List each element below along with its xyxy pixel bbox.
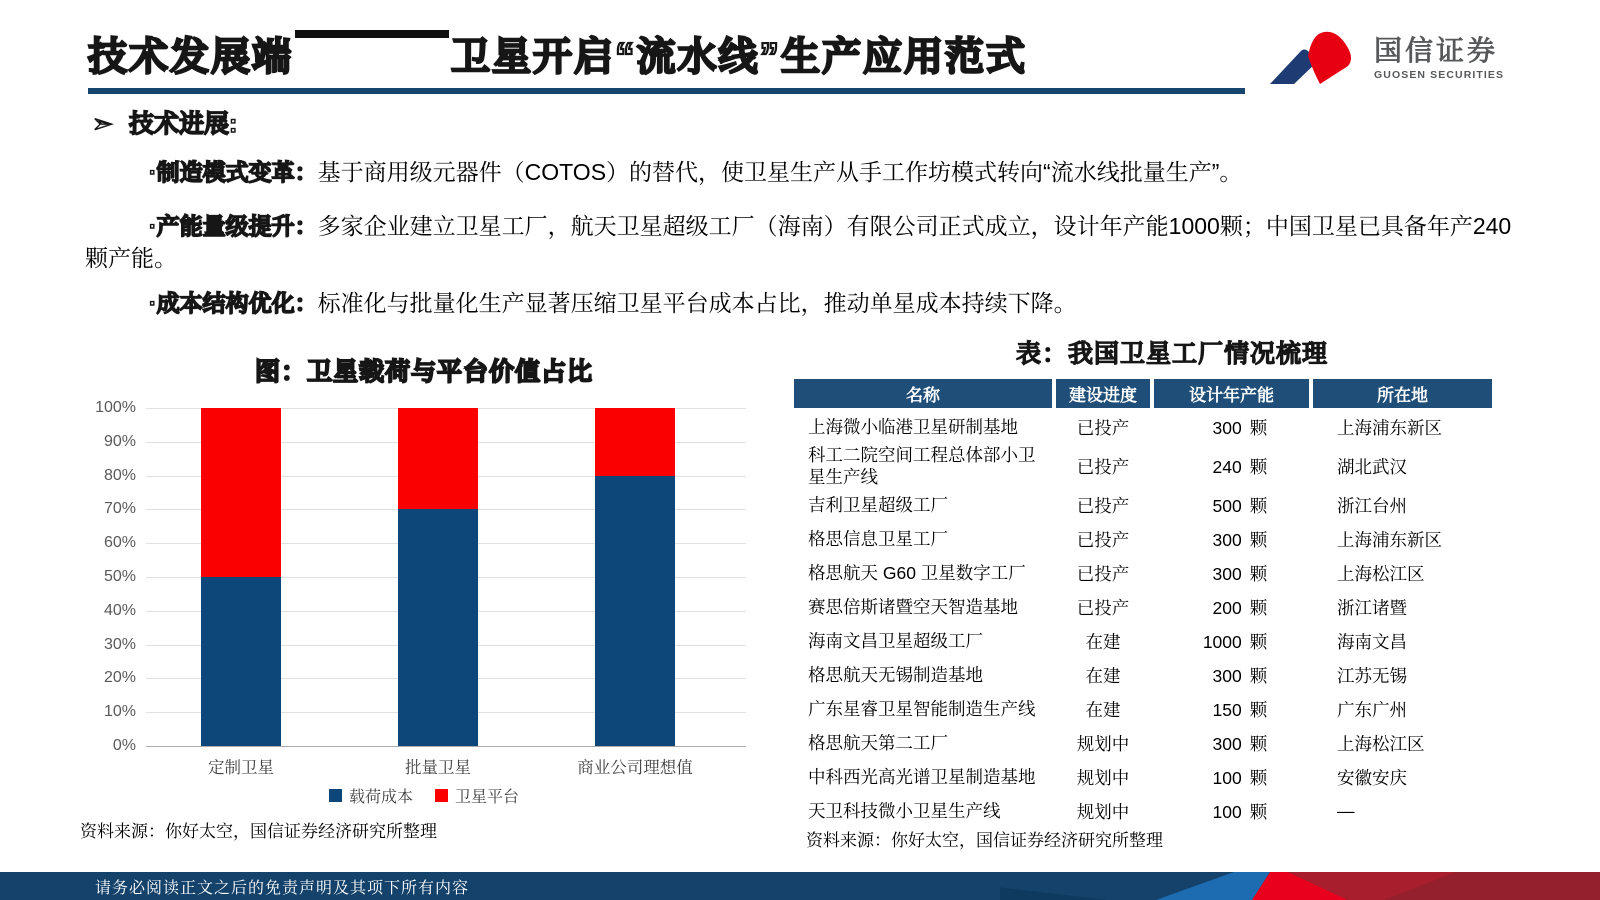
capacity-cell bbox=[1154, 527, 1309, 552]
factory-name-cell: 赛思倍斯诸暨空天智造基地 bbox=[808, 597, 1018, 617]
capacity-unit: 颗 bbox=[1249, 597, 1268, 618]
capacity-cell bbox=[1154, 765, 1309, 790]
factory-name-cell: 吉利卫星超级工厂 bbox=[808, 495, 948, 515]
table-header-cell: 设计年产能 bbox=[1154, 379, 1309, 408]
x-axis-label: 批量卫星 bbox=[405, 759, 471, 777]
bullet-manufacturing bbox=[85, 156, 1525, 188]
y-axis-tick: 60% bbox=[103, 534, 136, 552]
bullet-lead: ·制造模式变革： bbox=[149, 159, 318, 185]
capacity-cell bbox=[1154, 454, 1309, 479]
table-row bbox=[794, 488, 1500, 522]
chart-plot-area bbox=[146, 408, 746, 746]
location-cell: 海南文昌 bbox=[1337, 631, 1407, 652]
footer-disclaimer: 请务必阅读正文之后的免责声明及其项下所有内容 bbox=[95, 879, 470, 897]
bullet-lead: ·成本结构优化： bbox=[149, 290, 318, 316]
x-axis-label: 定制卫星 bbox=[208, 759, 274, 777]
capacity-unit: 颗 bbox=[1249, 495, 1268, 516]
legend-label: 卫星平台 bbox=[455, 789, 520, 806]
table-row bbox=[794, 692, 1500, 726]
table-row bbox=[794, 410, 1500, 444]
bullet-text: 多家企业建立卫星工厂，航天卫星超级工厂（海南）有限公司正式成立，设计年产能1000颗；中国卫星已具备年产240颗产能。 bbox=[85, 213, 1512, 271]
location-cell: 上海浦东新区 bbox=[1337, 529, 1442, 550]
table-title: 表：我国卫星工厂情况梳理 bbox=[1015, 340, 1328, 368]
page-title-right: 卫星开启“流水线”生产应用范式 bbox=[451, 36, 1028, 79]
location-cell: 上海浦东新区 bbox=[1337, 417, 1442, 438]
gridline bbox=[146, 746, 746, 747]
capacity-unit: 颗 bbox=[1249, 801, 1268, 822]
capacity-unit: 颗 bbox=[1249, 733, 1268, 754]
capacity-value: 300 bbox=[1212, 529, 1242, 550]
status-cell: 已投产 bbox=[1076, 456, 1130, 477]
capacity-value: 240 bbox=[1212, 456, 1242, 477]
bar-segment-platform bbox=[201, 408, 281, 577]
y-axis-tick: 80% bbox=[103, 466, 136, 484]
location-cell: 上海松江区 bbox=[1337, 733, 1425, 754]
y-axis-tick: 70% bbox=[103, 500, 136, 518]
capacity-cell bbox=[1154, 415, 1309, 440]
bullet-text: 标准化与批量化生产显著压缩卫星平台成本占比，推动单星成本持续下降。 bbox=[317, 290, 1077, 316]
capacity-value: 300 bbox=[1212, 417, 1242, 438]
status-cell: 已投产 bbox=[1076, 563, 1130, 584]
guosen-logo-icon bbox=[1262, 28, 1366, 88]
factory-name-cell: 上海微小临港卫星研制基地 bbox=[808, 417, 1018, 437]
logo-name-en: GUOSEN SECURITIES bbox=[1374, 68, 1505, 81]
capacity-cell bbox=[1154, 731, 1309, 756]
table-row bbox=[794, 658, 1500, 692]
status-cell: 规划中 bbox=[1076, 801, 1130, 822]
capacity-value: 100 bbox=[1212, 767, 1242, 788]
capacity-cell bbox=[1154, 629, 1309, 654]
status-cell: 已投产 bbox=[1076, 529, 1130, 550]
y-axis-tick: 40% bbox=[103, 601, 136, 619]
factory-name-cell: 格思航天 G60 卫星数字工厂 bbox=[808, 563, 1026, 583]
guosen-logo bbox=[1262, 28, 1504, 88]
bullet-text: 基于商用级元器件（COTOS）的替代，使卫星生产从手工作坊模式转向“流水线批量生产”。 bbox=[317, 159, 1243, 185]
status-cell: 在建 bbox=[1085, 665, 1121, 686]
legend-item bbox=[329, 784, 413, 807]
status-cell: 在建 bbox=[1085, 631, 1121, 652]
capacity-unit: 颗 bbox=[1249, 417, 1268, 438]
y-axis-tick: 30% bbox=[103, 635, 136, 653]
y-axis-tick: 10% bbox=[103, 703, 136, 721]
capacity-unit: 颗 bbox=[1249, 699, 1268, 720]
bullet-cost bbox=[85, 287, 1525, 319]
capacity-cell bbox=[1154, 561, 1309, 586]
legend-swatch bbox=[435, 789, 448, 802]
capacity-unit: 颗 bbox=[1249, 563, 1268, 584]
section-heading bbox=[92, 104, 237, 140]
table-header-row bbox=[794, 379, 1500, 408]
status-cell: 在建 bbox=[1085, 699, 1121, 720]
capacity-unit: 颗 bbox=[1249, 767, 1268, 788]
status-cell: 规划中 bbox=[1076, 767, 1130, 788]
status-cell: 已投产 bbox=[1076, 597, 1130, 618]
status-cell: 已投产 bbox=[1076, 495, 1130, 516]
location-cell: 上海松江区 bbox=[1337, 563, 1425, 584]
capacity-unit: 颗 bbox=[1249, 456, 1268, 477]
location-cell: 浙江诸暨 bbox=[1337, 597, 1407, 618]
capacity-value: 300 bbox=[1212, 733, 1242, 754]
table-row bbox=[794, 590, 1500, 624]
factory-name-cell: 天卫科技微小卫星生产线 bbox=[808, 801, 1001, 821]
page-title-left: 技术发展端 bbox=[88, 36, 294, 79]
location-cell: 安徽安庆 bbox=[1337, 767, 1407, 788]
factory-name-cell: 广东星睿卫星智能制造生产线 bbox=[808, 699, 1036, 719]
factory-name-cell: 海南文昌卫星超级工厂 bbox=[808, 631, 983, 651]
status-cell: 规划中 bbox=[1076, 733, 1130, 754]
location-cell: 湖北武汉 bbox=[1337, 456, 1407, 477]
table-row bbox=[794, 556, 1500, 590]
capacity-unit: 颗 bbox=[1249, 529, 1268, 550]
capacity-value: 300 bbox=[1212, 665, 1242, 686]
bullet-capacity bbox=[85, 210, 1525, 274]
stacked-bar bbox=[595, 408, 675, 746]
table-source: 资料来源：你好太空，国信证券经济研究所整理 bbox=[806, 831, 1163, 850]
capacity-value: 200 bbox=[1212, 597, 1242, 618]
chart-title: 图：卫星载荷与平台价值占比 bbox=[254, 358, 593, 386]
capacity-cell bbox=[1154, 697, 1309, 722]
location-cell: 江苏无锡 bbox=[1337, 665, 1407, 686]
chart-source: 资料来源：你好太空，国信证券经济研究所整理 bbox=[80, 822, 437, 841]
footer-bar bbox=[0, 872, 1600, 900]
section-heading-label: 技术进展: bbox=[128, 110, 238, 138]
value-share-chart bbox=[88, 350, 760, 830]
location-cell: 浙江台州 bbox=[1337, 495, 1407, 516]
y-axis-tick: 0% bbox=[112, 737, 136, 754]
logo-name-cn: 国信证券 bbox=[1374, 34, 1499, 66]
capacity-unit: 颗 bbox=[1249, 665, 1268, 686]
bar-segment-platform bbox=[595, 408, 675, 476]
x-axis-label: 商业公司理想值 bbox=[577, 759, 693, 777]
capacity-unit: 颗 bbox=[1249, 631, 1268, 652]
table-row bbox=[794, 624, 1500, 658]
factory-name-cell: 中科西光高光谱卫星制造基地 bbox=[808, 767, 1036, 787]
factory-table bbox=[794, 334, 1500, 828]
table-row bbox=[794, 444, 1500, 488]
capacity-value: 500 bbox=[1212, 495, 1242, 516]
bar-segment-platform bbox=[398, 408, 478, 509]
capacity-cell bbox=[1154, 663, 1309, 688]
capacity-value: 300 bbox=[1212, 563, 1242, 584]
bar-segment-payload bbox=[595, 476, 675, 746]
legend-swatch bbox=[329, 789, 342, 802]
legend-label: 载荷成本 bbox=[348, 789, 413, 806]
factory-name-cell: 格思信息卫星工厂 bbox=[808, 529, 948, 549]
table-row bbox=[794, 760, 1500, 794]
capacity-value: 100 bbox=[1212, 801, 1242, 822]
location-cell: — bbox=[1337, 800, 1355, 821]
table-row bbox=[794, 794, 1500, 828]
location-cell: 广东广州 bbox=[1337, 699, 1407, 720]
title-dash bbox=[293, 30, 451, 40]
chart-legend bbox=[88, 784, 760, 807]
table-body bbox=[794, 410, 1500, 828]
stacked-bar bbox=[398, 408, 478, 746]
capacity-value: 1000 bbox=[1202, 631, 1242, 652]
title-underline bbox=[88, 88, 1245, 94]
capacity-cell bbox=[1154, 799, 1309, 824]
y-axis-tick: 20% bbox=[103, 669, 136, 687]
legend-item bbox=[435, 784, 519, 807]
table-row bbox=[794, 522, 1500, 556]
bar-segment-payload bbox=[398, 509, 478, 746]
footer-decoration bbox=[1000, 872, 1600, 900]
logo-text bbox=[1374, 36, 1504, 81]
y-axis-tick: 50% bbox=[103, 568, 136, 585]
table-row bbox=[794, 726, 1500, 760]
capacity-cell bbox=[1154, 595, 1309, 620]
bar-segment-payload bbox=[201, 577, 281, 746]
status-cell: 已投产 bbox=[1076, 417, 1130, 438]
y-axis-tick: 100% bbox=[95, 399, 136, 416]
table-header-cell: 所在地 bbox=[1313, 379, 1492, 408]
capacity-value: 150 bbox=[1212, 699, 1242, 720]
arrow-bullet-icon: ➢ bbox=[92, 110, 113, 138]
factory-name-cell: 格思航天第二工厂 bbox=[808, 733, 948, 753]
table-header-cell: 名称 bbox=[794, 379, 1052, 408]
table-header-cell: 建设进度 bbox=[1056, 379, 1150, 408]
factory-name-cell: 科工二院空间工程总体部小卫星生产线 bbox=[808, 445, 1036, 487]
stacked-bar bbox=[201, 408, 281, 746]
page-title bbox=[88, 26, 1027, 82]
capacity-cell bbox=[1154, 493, 1309, 518]
y-axis-tick: 90% bbox=[103, 432, 136, 450]
bullet-lead: ·产能量级提升： bbox=[149, 213, 318, 239]
factory-name-cell: 格思航天无锡制造基地 bbox=[808, 665, 983, 685]
